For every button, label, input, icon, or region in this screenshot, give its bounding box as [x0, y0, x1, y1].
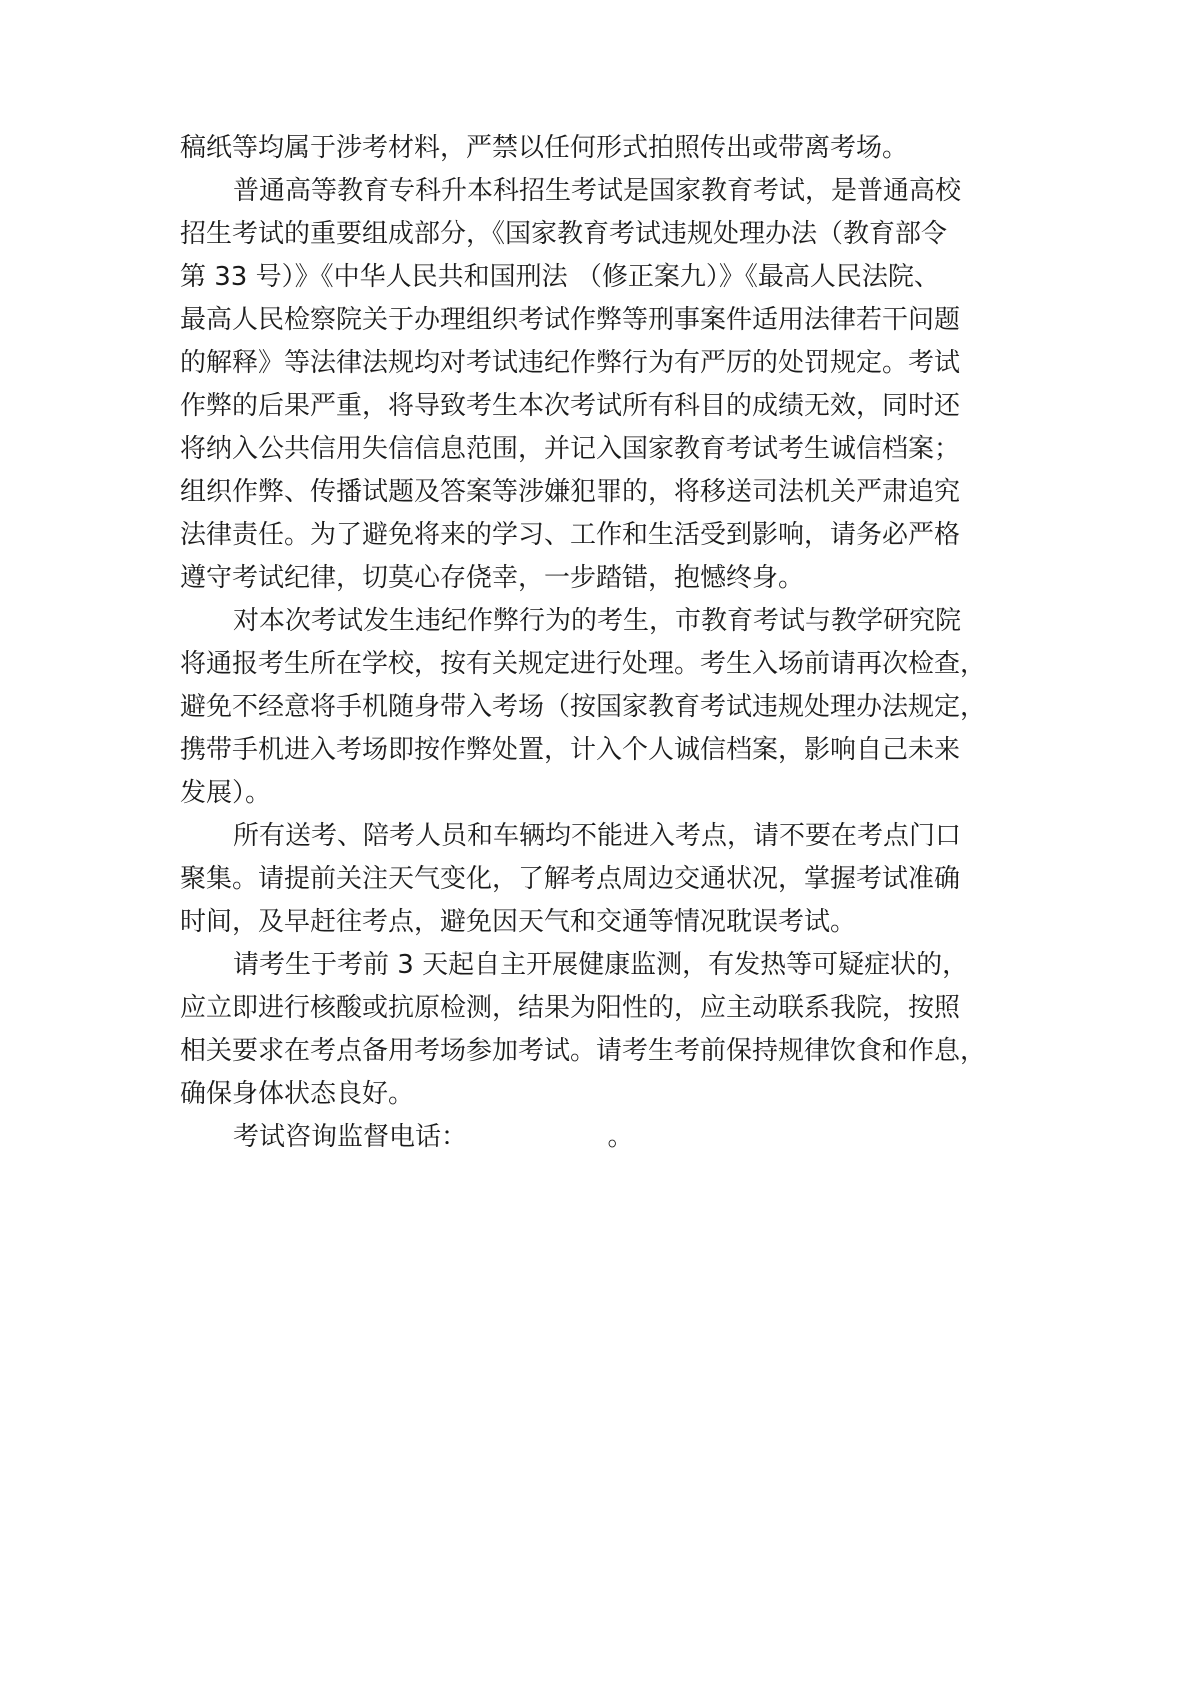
- consultation-phone-line: 考试咨询监督电话： 。: [233, 1122, 634, 1152]
- text-line: 组织作弊、传播试题及答案等涉嫌犯罪的，将移送司法机关严肃追究: [180, 477, 961, 507]
- text-line: 时间，及早赶往考点，避免因天气和交通等情况耽误考试。: [180, 907, 857, 937]
- text-line: 遵守考试纪律，切莫心存侥幸，一步踏错，抱憾终身。: [180, 563, 805, 593]
- text-line: 所有送考、陪考人员和车辆均不能进入考点，请不要在考点门口: [233, 821, 962, 851]
- text-line: 招生考试的重要组成部分，《国家教育考试违规处理办法（教育部令: [180, 219, 948, 249]
- text-line: 稿纸等均属于涉考材料，严禁以任何形式拍照传出或带离考场。: [180, 133, 909, 163]
- text-line: 请考生于考前 3 天起自主开展健康监测，有发热等可疑症状的，: [233, 950, 969, 980]
- text-line: 携带手机进入考场即按作弊处置，计入个人诚信档案，影响自己未来: [180, 735, 961, 765]
- text-line: 避免不经意将手机随身带入考场（按国家教育考试违规处理办法规定，: [180, 692, 987, 722]
- text-line: 聚集。请提前关注天气变化，了解考点周边交通状况，掌握考试准确: [180, 864, 961, 894]
- text-line: 第 33 号）》《中华人民共和国刑法 （修正案九）》《最高人民法院、: [180, 262, 940, 292]
- text-line: 对本次考试发生违纪作弊行为的考生，市教育考试与教学研究院: [233, 606, 962, 636]
- text-line: 应立即进行核酸或抗原检测，结果为阳性的，应主动联系我院，按照: [180, 993, 961, 1023]
- text-line: 将通报考生所在学校，按有关规定进行处理。考生入场前请再次检查，: [180, 649, 987, 679]
- text-line: 最高人民检察院关于办理组织考试作弊等刑事案件适用法律若干问题: [180, 305, 961, 335]
- text-line: 普通高等教育专科升本科招生考试是国家教育考试，是普通高校: [233, 176, 962, 206]
- text-line: 作弊的后果严重，将导致考生本次考试所有科目的成绩无效，同时还: [180, 391, 961, 421]
- text-line: 发展）。: [180, 778, 272, 808]
- text-line: 确保身体状态良好。: [180, 1079, 415, 1109]
- text-line: 法律责任。为了避免将来的学习、工作和生活受到影响，请务必严格: [180, 520, 961, 550]
- text-line: 相关要求在考点备用考场参加考试。请考生考前保持规律饮食和作息，: [180, 1036, 987, 1066]
- text-line: 的解释》等法律法规均对考试违纪作弊行为有严厉的处罚规定。考试: [180, 348, 961, 378]
- text-line: 将纳入公共信用失信信息范围，并记入国家教育考试考生诚信档案；: [180, 434, 961, 464]
